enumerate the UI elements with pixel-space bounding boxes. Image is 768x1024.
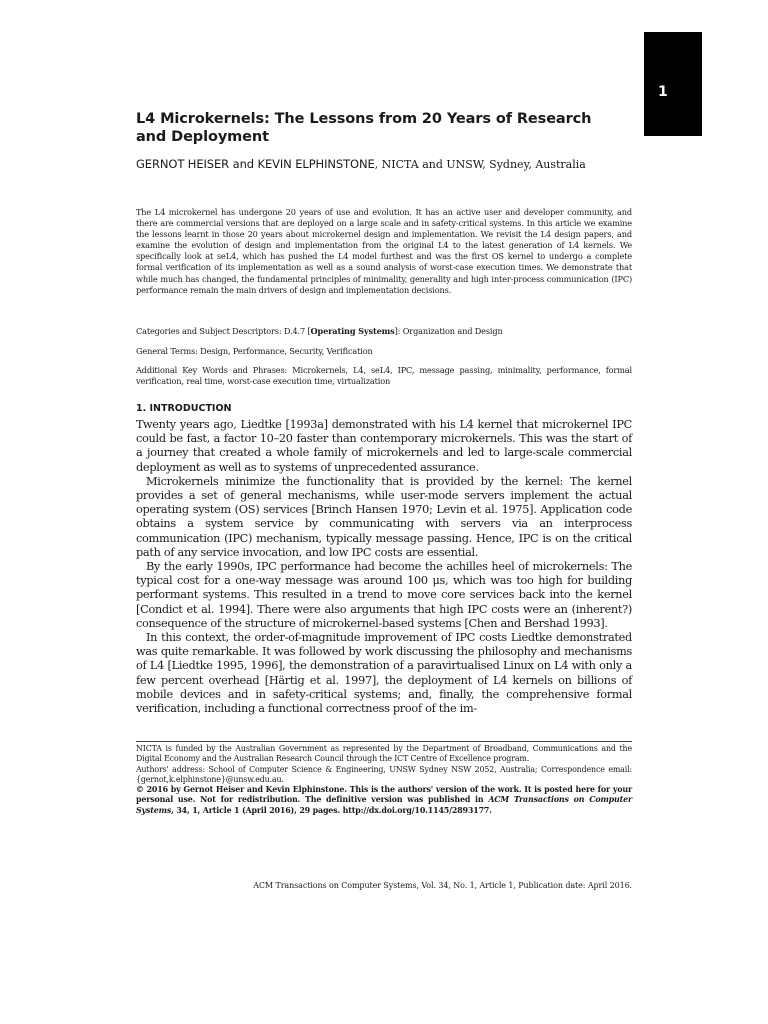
address-note: Authors' address: School of Computer Science & Engineering, UNSW Sydney NSW 2052, Australia; Correspondence email: {gernot,k.elphinstone}@unsw.edu.au. bbox=[136, 764, 632, 784]
funding-note: NICTA is funded by the Australian Government as represented by the Department of Broadband, Communications and the Digital Economy and the Australian Research Council through the ICT Centre of Excellence program. bbox=[136, 744, 632, 764]
author-names: GERNOT HEISER and KEVIN ELPHINSTONE bbox=[136, 157, 375, 171]
general-terms: General Terms: Design, Performance, Security, Verification bbox=[136, 346, 373, 356]
categories-line bbox=[136, 326, 632, 337]
copyright-text-a: © 2016 by Gernot Heiser and Kevin Elphinstone. This is the authors' version of the work. It is posted here for your personal use. Not for redistribution. The definitive version was published in bbox=[136, 785, 632, 805]
body-paragraph: By the early 1990s, IPC performance had become the achilles heel of microkernels: The typical cost for a one-way message was around 100 μs, which was too high for building performant systems. This resulted in a trend to move core services back into the kernel [Condict et al. 1994]. There were also arguments that high IPC costs were an (inherent?) consequence of the structure of microkernel-based systems [Chen and Bershad 1993]. bbox=[136, 560, 632, 630]
keywords: Additional Key Words and Phrases: Microkernels, L4, seL4, IPC, message passing, minimality, performance, formal verification, real time, worst-case execution time, virtualization bbox=[136, 365, 632, 387]
paper-title: L4 Microkernels: The Lessons from 20 Years of Research and Deployment bbox=[136, 111, 592, 145]
journal-footer: ACM Transactions on Computer Systems, Vol. 34, No. 1, Article 1, Publication date: April 2016. bbox=[253, 881, 632, 890]
categories-bold: Operating Systems bbox=[310, 326, 395, 336]
body-paragraph: Twenty years ago, Liedtke [1993a] demonstrated with his L4 kernel that microkernel IPC could be fast, a factor 10–20 faster than contemporary microkernels. This was the start of a journey that created a whole family of microkernels and led to large-scale commercial deployment as well as to systems of unprecedented assurance. bbox=[136, 418, 632, 474]
page-number-tab bbox=[644, 32, 702, 136]
body-paragraph: In this context, the order-of-magnitude improvement of IPC costs Liedtke demonstrated was quite remarkable. It was followed by work discussing the philosophy and mechanisms of L4 [Liedtke 1995, 1996], the demonstration of a paravirtualised Linux on L4 with only a few percent overhead [Härtig et al. 1997], the deployment of L4 kernels on billions of mobile devices and in safety-critical systems; and, finally, the comprehensive formal verification, including a functional correctness proof of the im- bbox=[136, 631, 632, 716]
section-body bbox=[136, 418, 632, 716]
footnote-divider bbox=[136, 741, 632, 742]
page-number: 1 bbox=[658, 84, 668, 100]
categories-label: Categories and Subject Descriptors: D.4.7 [ bbox=[136, 326, 311, 336]
author-affiliation: , NICTA and UNSW, Sydney, Australia bbox=[374, 158, 586, 171]
copyright-text-b: , 34, 1, Article 1 (April 2016), 29 pages. http://dx.doi.org/10.1145/2893177. bbox=[171, 805, 492, 815]
section-heading: 1. INTRODUCTION bbox=[136, 403, 232, 414]
copyright-journal: ACM Transactions on Computer Systems bbox=[136, 795, 632, 815]
body-paragraph: Microkernels minimize the functionality that is provided by the kernel: The kernel provides a set of general mechanisms, while user-mode servers implement the actual operating system (OS) services [Brinch Hansen 1970; Levin et al. 1975]. Application code obtains a system service by communicating with servers via an interprocess communication (IPC) mechanism, typically message passing. Hence, IPC is on the critical path of any service invocation, and low IPC costs are essential. bbox=[136, 474, 632, 559]
author-line bbox=[136, 157, 636, 171]
abstract: The L4 microkernel has undergone 20 years of use and evolution. It has an active user and developer community, and there are commercial versions that are deployed on a large scale and in safety-critical systems. In this article we examine the lessons learnt in those 20 years about microkernel design and implementation. We revisit the L4 design papers, and examine the evolution of design and implementation from the original L4 to the latest generation of L4 kernels. We specifically look at seL4, which has pushed the L4 model furthest and was the first OS kernel to undergo a complete formal verification of its implementation as well as a sound analysis of worst-case execution times. We demonstrate that while much has changed, the fundamental principles of minimality, generality and high inter-process communication (IPC) performance remain the main drivers of design and implementation decisions. bbox=[136, 207, 632, 295]
footnotes bbox=[136, 744, 632, 816]
categories-rest: ]: Organization and Design bbox=[394, 326, 503, 336]
copyright-note bbox=[136, 785, 632, 816]
